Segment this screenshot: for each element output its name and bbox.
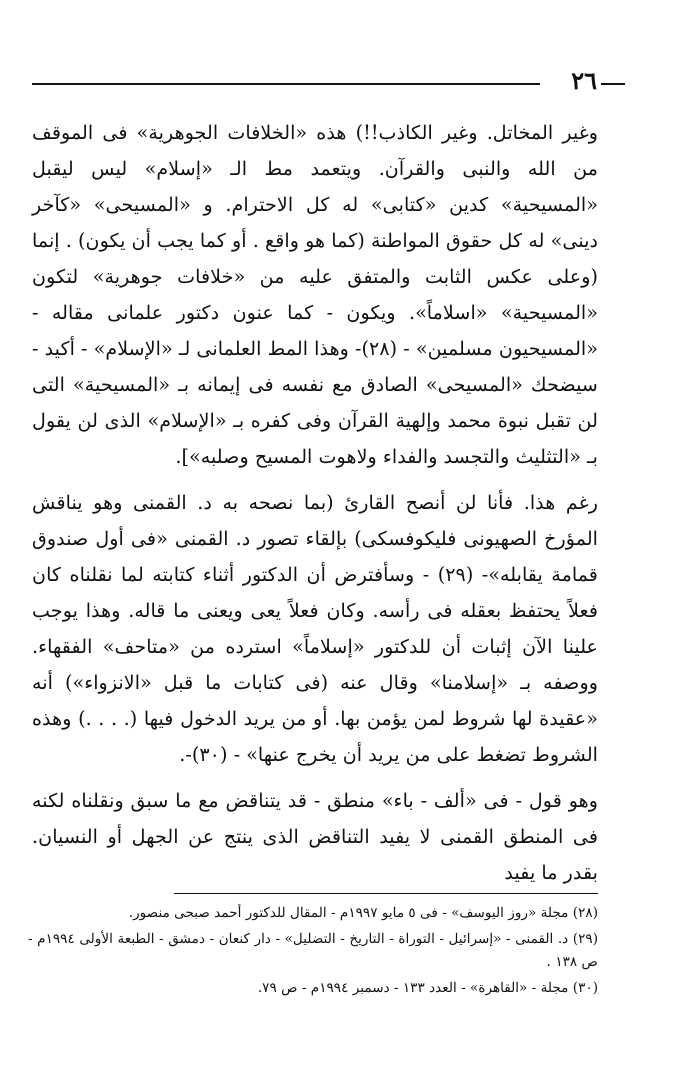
paragraph-1: وغير المخاتل. وغير الكاذب!!) هذه «الخلافات الجوهرية» فى الموقف من الله والنبى والقرآن. ويتعمد مط الـ «إسلام» ليس ليقبل «المسيحية» كدين «كتابى» له كل الاحترام. و «المسيحى» «كآخر دينى» له كل حقوق المواطنة (كما هو واقع . أو كما يجب أن يكون) . إنما (وعلى عكس الثابت والمتفق عليه من «خلافات جوهرية» لتكون «المسيحية» «اسلاماً». ويكون - كما عنون دكتور علمانى مقاله - «المسيحيون مسلمين» - (٢٨)- وهذا المط العلمانى لـ «الإسلام» - أكيد - سيضحك «المسيحى» الصادق مع نفسه فى إيمانه بـ «المسيحية» التى لن تقبل نبوة محمد وإلهية القرآن وفى كفره بـ «الإسلام» الذى لن يقول بـ «التثليث والتجسد والفداء ولاهوت المسيح وصلبه»]. <box>32 121 598 468</box>
paragraph-2: رغم هذا. فأنا لن أنصح القارئ (بما نصحه به د. القمنى وهو يناقش المؤرخ الصهيونى فليكوفسكى) بإلقاء تصور د. القمنى «فى أول صندوق قمامة يقابله»- (٢٩) - وسأفترض أن الدكتور أثناء كتابته لما نقلناه كان فعلاً يحتفظ بعقله فى رأسه. وكان فعلاً يعى ويعنى ما قاله. وهذا يوجب علينا الآن إثبات أن للدكتور «إسلاماً» استرده من «متاحف» الفقهاء. ووصفه بـ «إسلامنا» وقال عنه (فى كتابات ما قبل «الانزواء») أنه «عقيدة لها شروط لمن يؤمن بها. أو من يريد الدخول فيها (. . . .) وهذه الشروط تضغط على من يريد أن يخرج عنها» - (٣٠)-. <box>32 491 598 766</box>
page-number: ٢٦ <box>571 66 597 95</box>
footnote-30: (٣٠) مجلة - «القاهرة» - العدد ١٣٣ - دسمبر ١٩٩٤م - ص ٧٩. <box>257 980 598 996</box>
footnote-29: (٢٩) د. القمنى - «إسرائيل - التوراة - التاريخ - التضليل» - دار كنعان - دمشق - الطبعة الأولى ١٩٩٤م - ص ١٣٨ . <box>28 931 598 970</box>
footnotes <box>28 902 598 1000</box>
body-text <box>32 115 598 891</box>
page-header <box>32 68 597 98</box>
paragraph-3: وهو قول - فى «ألف - باء» منطق - قد يتناقض مع ما سبق ونقلناه لكنه فى المنطق القمنى لا يفيد التناقض الذى ينتج عن الجهل أو النسيان. بقدر ما يفيد <box>32 789 598 884</box>
footnote-28: (٢٨) مجلة «روز اليوسف» - فى ٥ مايو ١٩٩٧م - المقال للدكتور أحمد صبحى منصور. <box>128 905 598 921</box>
header-rule-short <box>601 83 625 85</box>
header-rule <box>32 83 540 85</box>
footnote-divider <box>174 893 598 894</box>
